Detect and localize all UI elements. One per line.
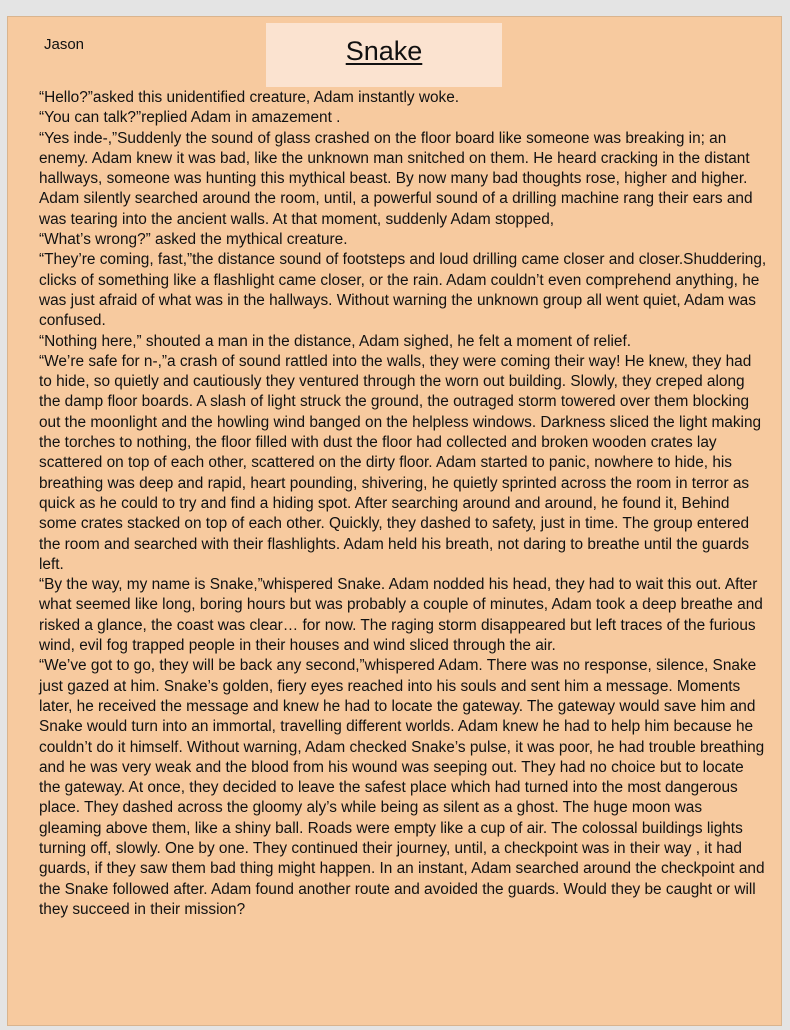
story-paragraph: “We’ve got to go, they will be back any second,”whispered Adam. There was no response, silence, Snake just gazed at him. Snake’s golden, fiery eyes reached into his souls and sent him a message. Moments later, he received the message and knew he had to locate the gateway. The gateway would save him and Snake would turn into an immortal, travelling different worlds. Adam knew he had to help him because he couldn’t do it himself. Without warning, Adam checked Snake’s pulse, it was poor, he had trouble breathing and he was very weak and the blood from his wound was seeping out. They had no choice but to locate the gateway. At once, they decided to leave the safest place which had turned into the most dangerous place. They dashed across the gloomy aly’s while being as silent as a ghost. The huge moon was gleaming above them, like a shiny ball. Roads were empty like a cup of air. The colossal buildings lights turning off, slowly. One by one. They continued their journey, until, a checkpoint was in their way , it had guards, if they saw them bad thing might happen. In an instant, Adam searched around the checkpoint and the Snake followed after. Adam found another route and avoided the guards. Would they be caught or will they succeed in their mission? [39, 657, 765, 918]
story-paragraph: “We’re safe for n-,”a crash of sound rattled into the walls, they were coming their way! He knew, they had to hide, so quietly and cautiously they ventured through the worn out building. Slowly, they creped along the damp floor boards. A slash of light struck the ground, the outraged storm towered over them blocking out the moonlight and the howling wind banged on the helpless windows. Darkness sliced the light making the torches to nothing, the floor filled with dust the floor had collected and broken wooden crates lay scattered on top of each other, scattered on the dirty floor. Adam started to panic, nowhere to hide, his breathing was deep and rapid, heart pounding, shivering, he quietly sprinted across the room in terror as quick as he could to try and find a hiding spot. After searching around and around, he found it, Behind some crates stacked on top of each other. Quickly, they dashed to safety, just in time. The group entered the room and searched with their flashlights. Adam held his breath, not daring to breathe until the guards left. [39, 352, 762, 573]
story-paragraph: “By the way, my name is Snake,”whispered Snake. Adam nodded his head, they had to wait this out. After what seemed like long, boring hours but was probably a couple of minutes, Adam took a deep breathe and risked a glance, the coast was clear… for now. The raging storm disappeared but left traces of the furious wind, evil fog trapped people in their houses and wind sliced through the air. [39, 576, 763, 655]
story-paragraph: “Nothing here,” shouted a man in the distance, Adam sighed, he felt a moment of relief. [39, 332, 632, 350]
story-paragraph: “Hello?”asked this unidentified creature, Adam instantly woke. [39, 89, 460, 106]
story-paragraph: “What’s wrong?” asked the mythical creature. [39, 231, 348, 249]
story-title: Snake [345, 36, 423, 66]
story-paragraph: “Yes inde-,”Suddenly the sound of glass crashed on the floor board like someone was breaking in; an enemy. Adam knew it was bad, like the unknown man snitched on them. He heard cracking in the distant hallways, someone was hunting this mythical beast. By now many bad thoughts rose, higher and higher. Adam silently searched around the room, until, a powerful sound of a drilling machine rang their ears and was tearing into the ancient walls. At that moment, suddenly Adam stopped, [39, 129, 753, 228]
title-box [266, 23, 502, 87]
author-name: Jason [44, 36, 85, 53]
story-paragraph: “You can talk?”replied Adam in amazement . [39, 109, 341, 127]
story-paragraph: “They’re coming, fast,”the distance sound of footsteps and loud drilling came closer and closer.Shuddering, clicks of something like a flashlight came closer, or the rain. Adam couldn’t even comprehend anything, he was just afraid of what was in the hallways. Without warning the unknown group all went quiet, Adam was confused. [39, 251, 767, 330]
document-page [7, 16, 782, 1026]
story-body [39, 88, 767, 920]
